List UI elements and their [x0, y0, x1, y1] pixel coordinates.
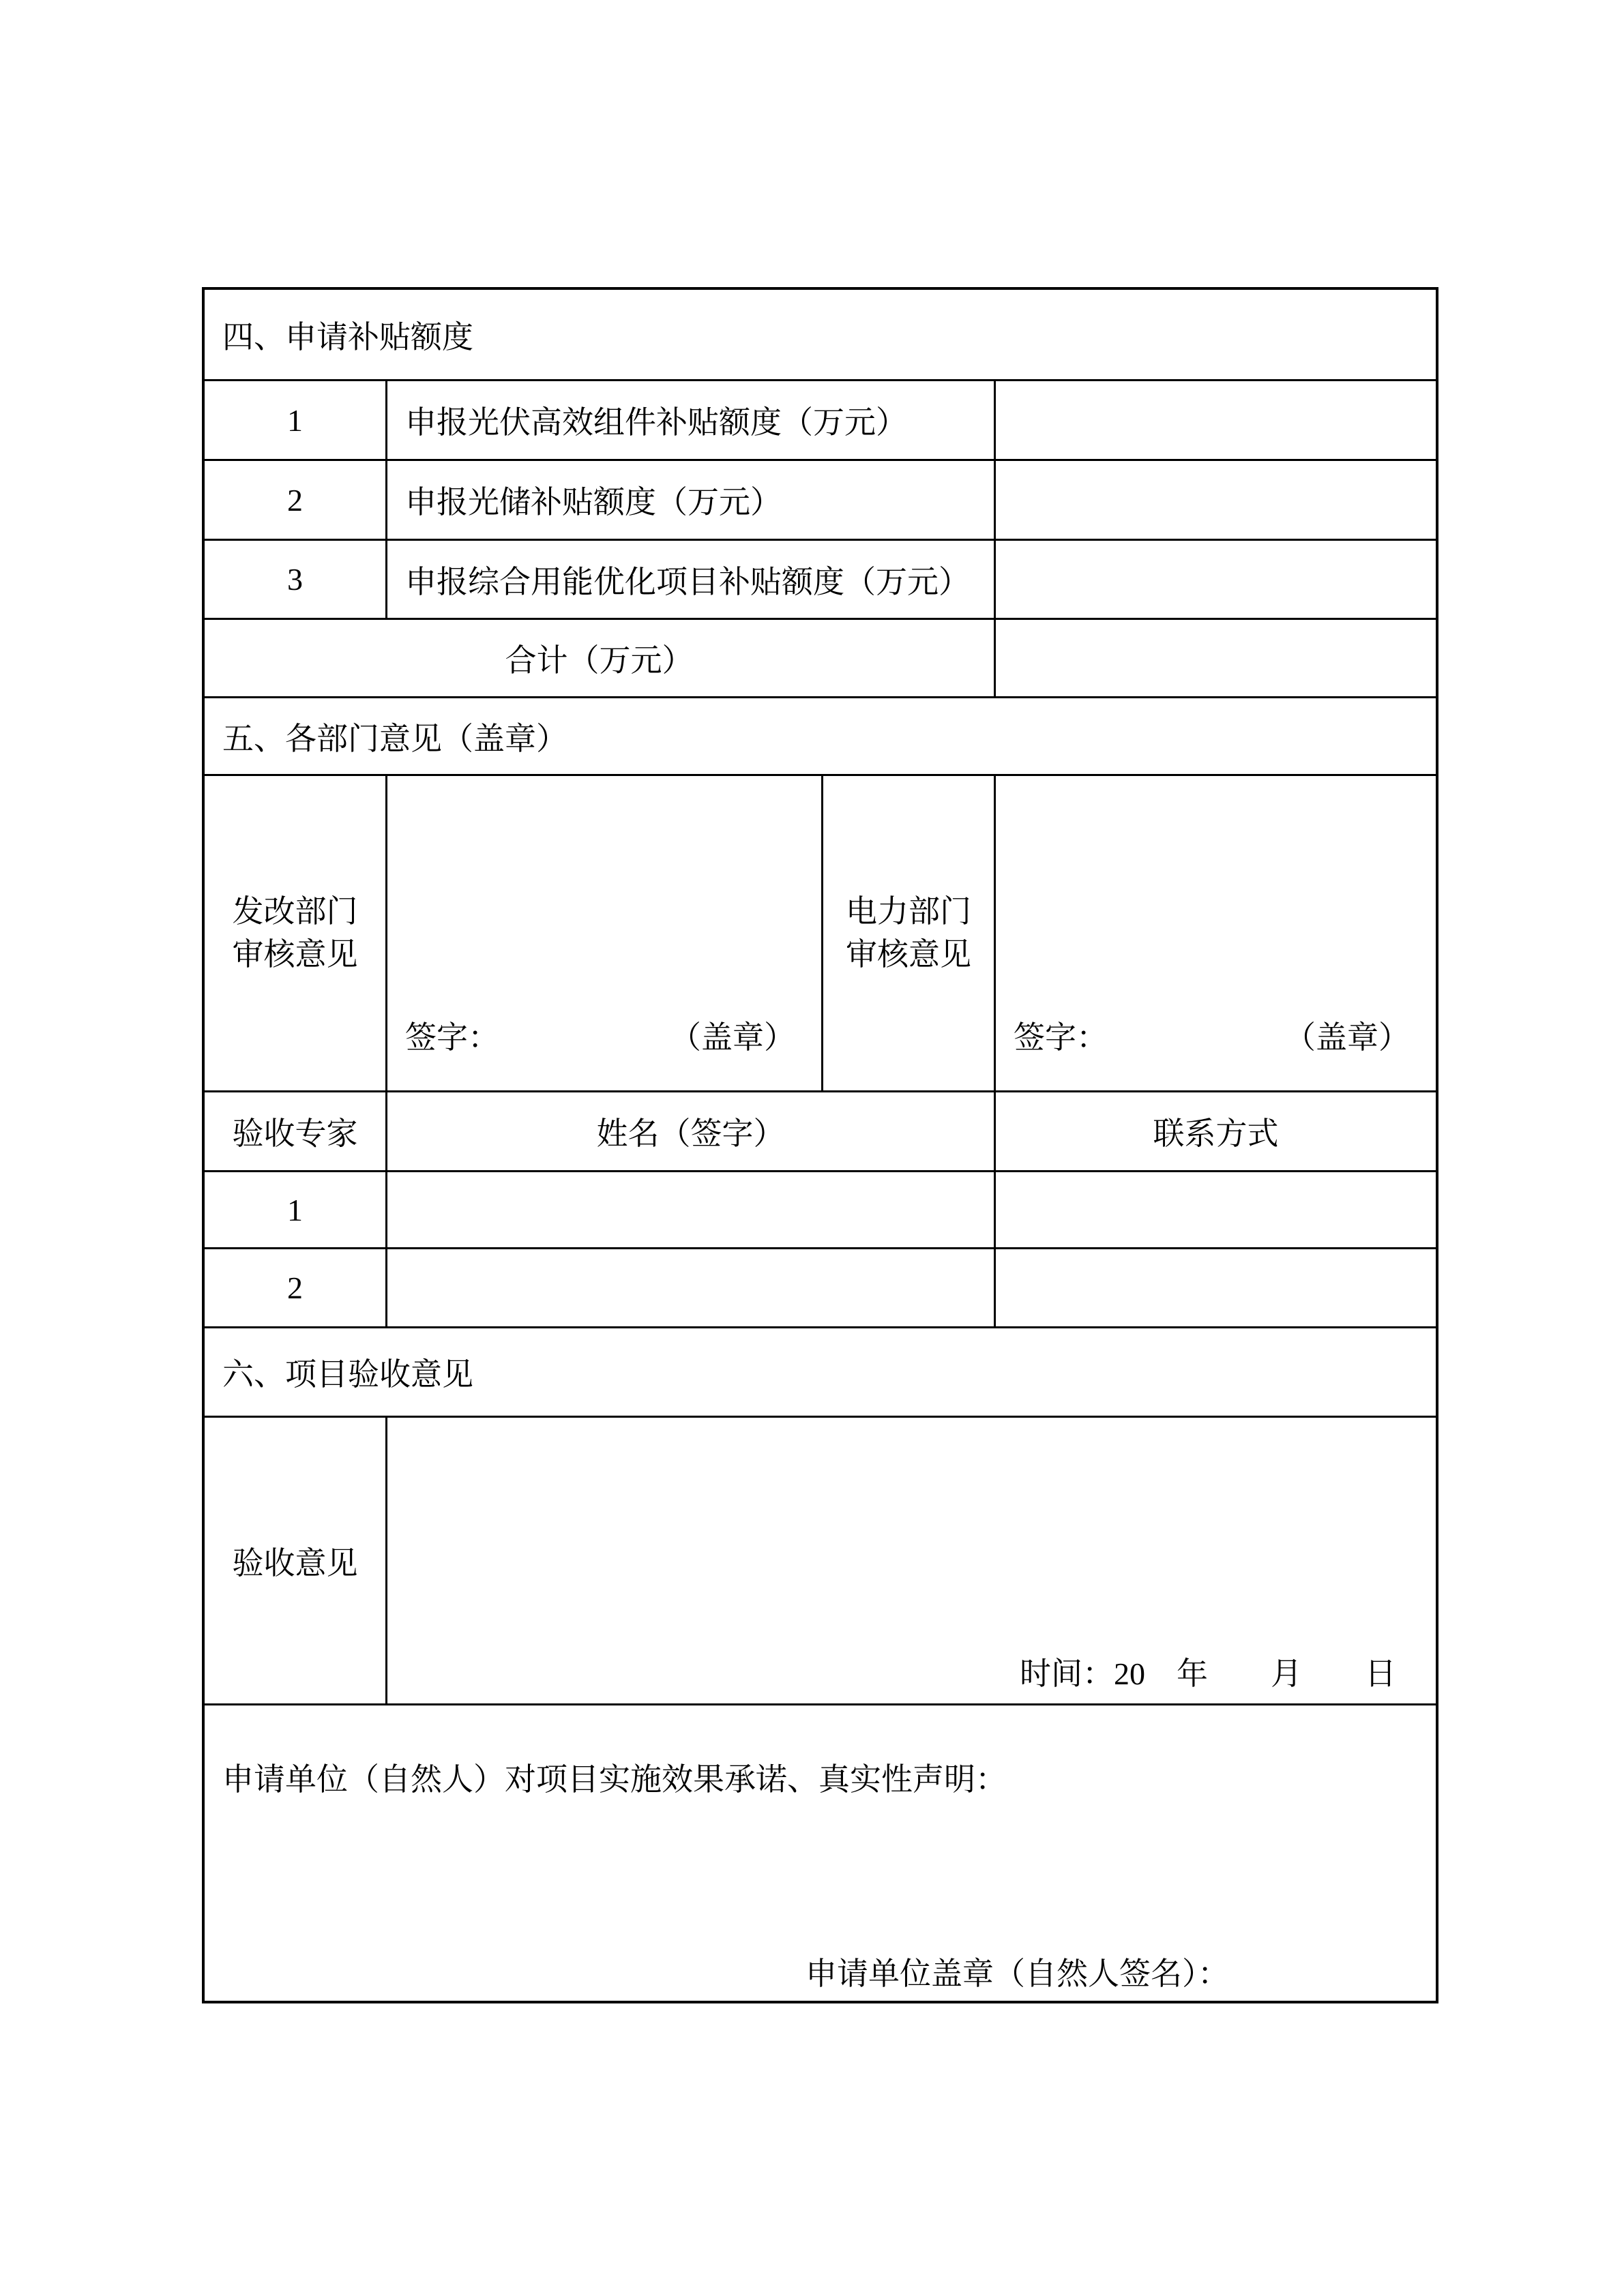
expert-row-1 [205, 1172, 1436, 1249]
dianli-label-line2: 审核意见 [846, 936, 971, 972]
row-label: 申报光伏高效组件补贴额度（万元） [387, 381, 996, 459]
subsidy-row-2 [205, 461, 1436, 541]
dianli-label-line1: 电力部门 [846, 894, 971, 929]
section6-title: 六、项目验收意见 [222, 1357, 473, 1392]
expert-name-cell [387, 1249, 996, 1326]
subsidy-row-3 [205, 541, 1436, 620]
acceptance-opinion-content-cell [387, 1418, 1436, 1703]
dianli-review-label [823, 776, 996, 1090]
subsidy-application-table [202, 287, 1438, 2003]
section6-header-row [205, 1328, 1436, 1418]
expert-name-cell [387, 1172, 996, 1247]
experts-col-header-name: 姓名（签字） [387, 1092, 996, 1170]
declaration-signature-line: 申请单位盖章（自然人签名）： [806, 1956, 1229, 1991]
row-number: 1 [205, 381, 387, 459]
sign-label: 签字： [405, 1020, 499, 1055]
total-row [205, 620, 1436, 698]
expert-contact-cell [996, 1172, 1436, 1247]
row-number: 3 [205, 541, 387, 618]
total-value-cell [996, 620, 1436, 696]
subsidy-row-1 [205, 381, 1436, 461]
fagai-label-line2: 审核意见 [232, 936, 358, 972]
fagai-review-label [205, 776, 387, 1090]
expert-row-2 [205, 1249, 1436, 1328]
section5-header-row [205, 698, 1436, 776]
experts-col-header-contact: 联系方式 [1153, 1116, 1279, 1151]
time-line: 时间：20 年 月 日 [1020, 1656, 1396, 1691]
acceptance-opinion-row [205, 1418, 1436, 1705]
declaration-cell [205, 1705, 1436, 2001]
row-number: 2 [205, 461, 387, 539]
seal-label: （盖章） [670, 1020, 795, 1055]
acceptance-opinion-label: 验收意见 [205, 1418, 387, 1703]
fagai-label-line1: 发改部门 [232, 894, 358, 929]
fagai-sign-area [387, 776, 823, 1090]
row-value-cell [996, 541, 1436, 618]
row-label: 申报综合用能优化项目补贴额度（万元） [387, 541, 996, 618]
declaration-row [205, 1705, 1436, 2001]
section5-title: 五、各部门意见（盖章） [222, 721, 567, 756]
row-value-cell [996, 461, 1436, 539]
experts-header-row [205, 1092, 1436, 1172]
expert-number: 2 [205, 1249, 387, 1326]
experts-col-header-expert: 验收专家 [205, 1092, 387, 1170]
total-label: 合计（万元） [205, 620, 996, 696]
sign-label: 签字： [1014, 1020, 1108, 1055]
expert-contact-cell [996, 1249, 1436, 1326]
seal-label: （盖章） [1284, 1020, 1410, 1055]
section4-header-row [205, 290, 1436, 381]
declaration-title: 申请单位（自然人）对项目实施效果承诺、真实性声明： [222, 1762, 1007, 1797]
row-label: 申报光储补贴额度（万元） [387, 461, 996, 539]
expert-number: 1 [205, 1172, 387, 1247]
dianli-sign-area [996, 776, 1436, 1090]
row-value-cell [996, 381, 1436, 459]
department-opinion-row [205, 776, 1436, 1092]
section4-title: 四、申请补贴额度 [222, 319, 473, 355]
